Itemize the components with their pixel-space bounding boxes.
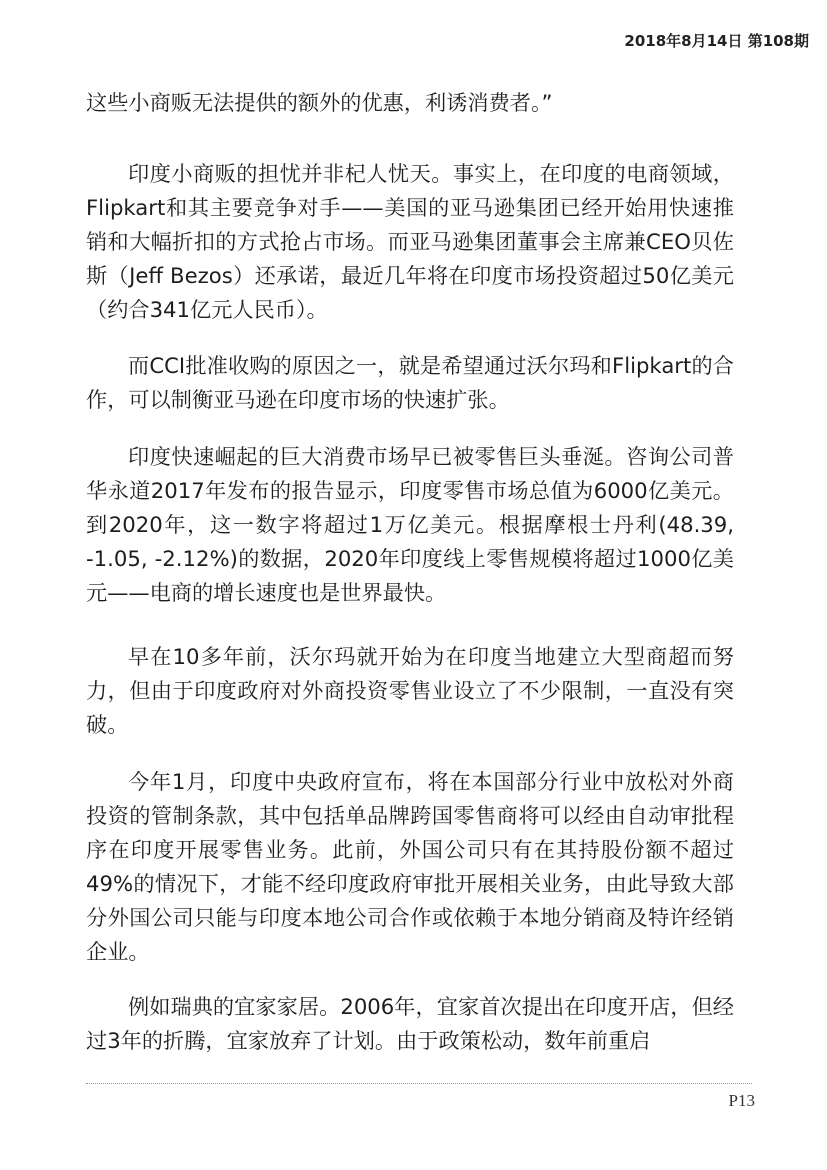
paragraph-2: 印度小商贩的担忧并非杞人忧天。事实上，在印度的电商领域，Flipkart和其主要竞争对手——美国的亚马逊集团已经开始用快速推销和大幅折扣的方式抢占市场。而亚马逊集团董事会主席兼CEO贝佐斯（Jeff Bezos）还承诺，最近几年将在印度市场投资超过50亿美元（约合341亿元人民币）。 [86, 161, 734, 322]
paragraph-5: 早在10多年前，沃尔玛就开始为在印度当地建立大型商超而努力，但由于印度政府对外商投资零售业设立了不少限制，一直没有突破。 [86, 644, 734, 737]
footer-divider [86, 1083, 752, 1084]
paragraph-7: 例如瑞典的宜家家居。2006年，宜家首次提出在印度开店，但经过3年的折腾，宜家放弃了计划。由于政策松动，数年前重启 [86, 994, 734, 1053]
paragraph-6: 今年1月，印度中央政府宣布，将在本国部分行业中放松对外商投资的管制条款，其中包括单品牌跨国零售商将可以经由自动审批程序在印度开展零售业务。此前，外国公司只有在其持股份额不超过49%的情况下，才能不经印度政府审批开展相关业务，由此导致大部分外国公司只能与印度本地公司合作或依赖于本地分销商及特许经销企业。 [86, 769, 734, 964]
paragraph-4: 印度快速崛起的巨大消费市场早已被零售巨头垂涎。咨询公司普华永道2017年发布的报告显示，印度零售市场总值为6000亿美元。到2020年，这一数字将超过1万亿美元。根据摩根士丹利(48.39, -1.05, -2.12%)的数据，2020年印度线上零售规模将超过1000亿美元——电商的增长速度也是世界最快。 [86, 444, 734, 605]
issue-date-header: 2018年8月14日 第108期 [624, 32, 809, 50]
page-number: P13 [728, 1091, 755, 1110]
paragraph-3: 而CCI批准收购的原因之一，就是希望通过沃尔玛和Flipkart的合作，可以制衡亚马逊在印度市场的快速扩张。 [86, 353, 734, 412]
paragraph-1: 这些小商贩无法提供的额外的优惠，利诱消费者。” [86, 90, 553, 115]
